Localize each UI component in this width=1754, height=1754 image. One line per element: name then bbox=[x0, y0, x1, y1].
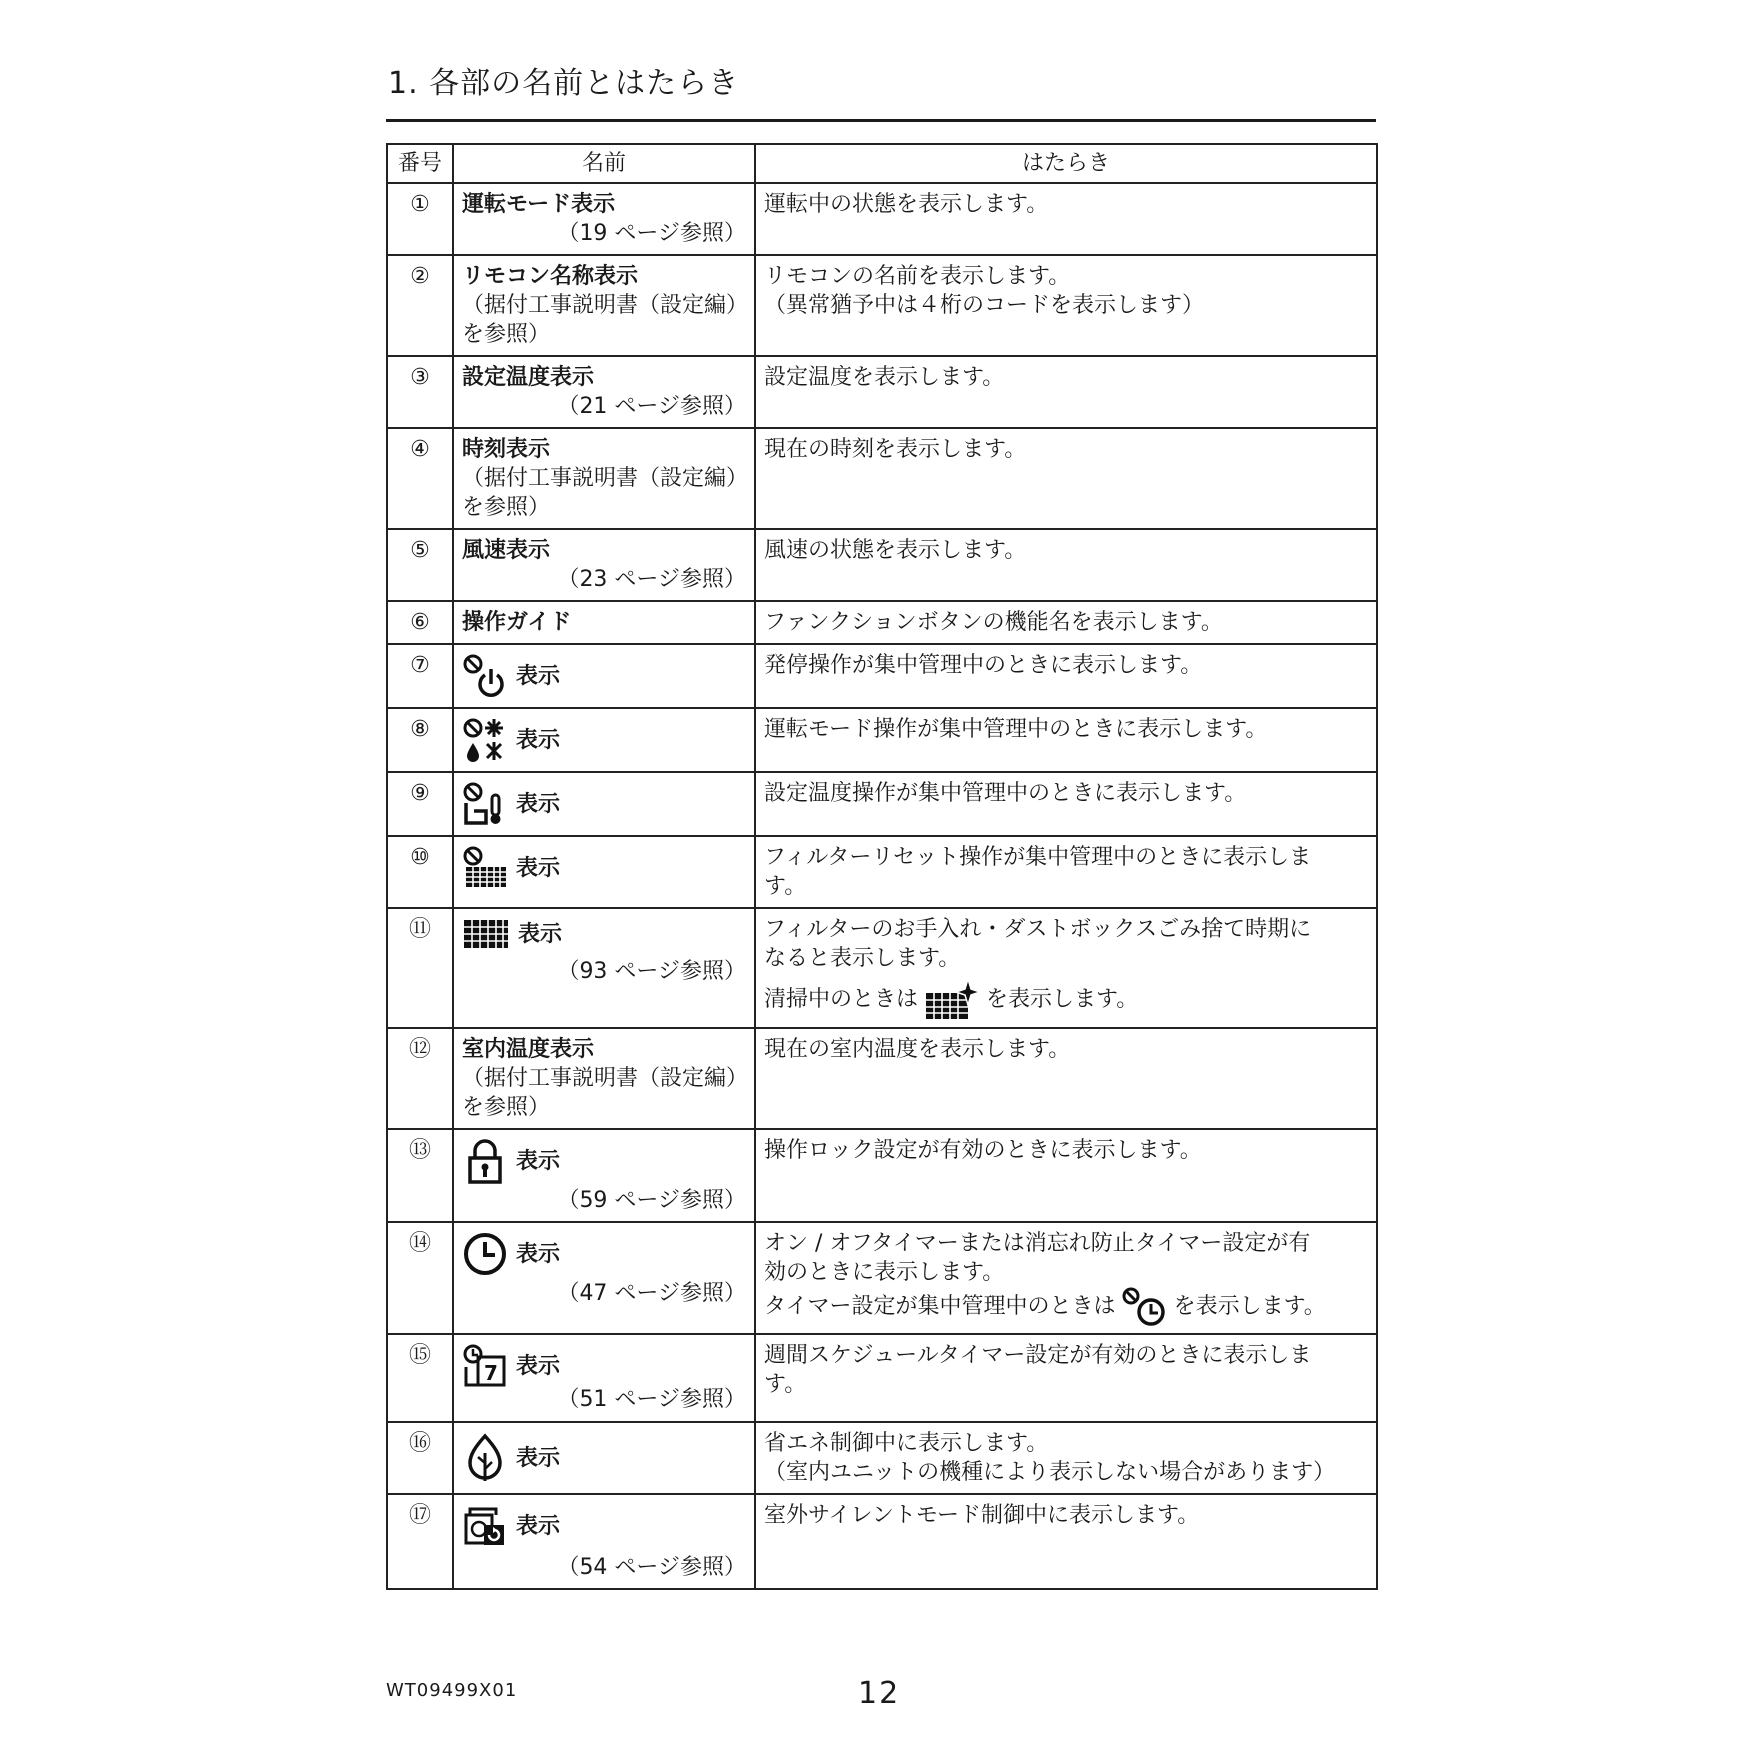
table-row bbox=[387, 1129, 1377, 1222]
table-row bbox=[387, 1222, 1377, 1334]
row-name-cell bbox=[453, 1028, 755, 1129]
row-name: 室内温度表示 bbox=[462, 1037, 595, 1062]
table-row bbox=[387, 1494, 1377, 1589]
row-number: ④ bbox=[387, 428, 453, 529]
table-row bbox=[387, 708, 1377, 772]
function-text: 発停操作が集中管理中のときに表示します。 bbox=[764, 653, 1203, 678]
row-name: 表示 bbox=[516, 1353, 561, 1379]
row-name: 操作ガイド bbox=[462, 610, 572, 635]
row-number: ⑪ bbox=[387, 908, 453, 1028]
row-number: ⑦ bbox=[387, 644, 453, 708]
row-name: 表示 bbox=[516, 855, 561, 881]
no-power-icon bbox=[462, 653, 508, 699]
function-text: フィルターリセット操作が集中管理中のときに表示しま bbox=[764, 845, 1312, 870]
function-text: を表示します。 bbox=[986, 987, 1139, 1012]
function-text: 効のときに表示します。 bbox=[764, 1260, 1005, 1285]
row-name: リモコン名称表示 bbox=[462, 264, 639, 289]
row-function-cell bbox=[755, 836, 1377, 908]
row-name: 表示 bbox=[516, 663, 561, 689]
row-name: 時刻表示 bbox=[462, 437, 551, 462]
row-number: ⑭ bbox=[387, 1222, 453, 1334]
function-text: 週間スケジュールタイマー設定が有効のときに表示しま bbox=[764, 1343, 1312, 1368]
row-function-cell bbox=[755, 1222, 1377, 1334]
row-function-cell bbox=[755, 601, 1377, 644]
function-text: （異常猶予中は４桁のコードを表示します） bbox=[764, 293, 1205, 318]
document-code: WT09499X01 bbox=[386, 1680, 518, 1701]
function-text: 室外サイレントモード制御中に表示します。 bbox=[764, 1503, 1200, 1528]
row-name-cell bbox=[453, 1129, 755, 1222]
function-text: す。 bbox=[764, 874, 807, 899]
function-text: 運転中の状態を表示します。 bbox=[764, 192, 1049, 217]
table-row bbox=[387, 908, 1377, 1028]
row-function-cell bbox=[755, 1129, 1377, 1222]
page-reference: （59 ページ参照） bbox=[557, 1188, 746, 1213]
function-text: 省エネ制御中に表示します。 bbox=[764, 1431, 1049, 1456]
row-function-cell bbox=[755, 644, 1377, 708]
row-note: を参照） bbox=[462, 495, 551, 520]
row-name-cell bbox=[453, 1494, 755, 1589]
row-name-cell bbox=[453, 255, 755, 356]
row-note: （据付工事説明書（設定編） bbox=[462, 466, 749, 491]
table-row bbox=[387, 183, 1377, 255]
row-name-cell bbox=[453, 183, 755, 255]
table-row bbox=[387, 529, 1377, 601]
row-number: ③ bbox=[387, 356, 453, 428]
page-title: 1. 各部の名前とはたらき bbox=[388, 66, 740, 101]
row-number: ⑯ bbox=[387, 1422, 453, 1494]
function-text: す。 bbox=[764, 1372, 807, 1397]
row-function-cell bbox=[755, 908, 1377, 1028]
title-divider bbox=[386, 119, 1376, 122]
function-text: 清掃中のときは bbox=[764, 987, 919, 1012]
row-function-cell bbox=[755, 255, 1377, 356]
row-note: を参照） bbox=[462, 322, 551, 347]
row-name-cell bbox=[453, 908, 755, 1028]
row-number: ⑫ bbox=[387, 1028, 453, 1129]
row-function-cell bbox=[755, 1028, 1377, 1129]
energy-save-icon bbox=[462, 1433, 508, 1483]
row-name: 表示 bbox=[516, 1241, 561, 1267]
row-number: ⑧ bbox=[387, 708, 453, 772]
header-number: 番号 bbox=[387, 144, 453, 183]
function-text: 現在の室内温度を表示します。 bbox=[764, 1037, 1071, 1062]
function-text: 設定温度操作が集中管理中のときに表示します。 bbox=[764, 781, 1247, 806]
row-name-cell bbox=[453, 836, 755, 908]
silent-mode-icon bbox=[462, 1503, 508, 1549]
function-text: なると表示します。 bbox=[764, 946, 961, 971]
row-name-cell bbox=[453, 1334, 755, 1422]
page-reference: （47 ページ参照） bbox=[557, 1281, 746, 1306]
row-name: 表示 bbox=[518, 921, 563, 947]
table-row bbox=[387, 1422, 1377, 1494]
row-function-cell bbox=[755, 772, 1377, 836]
function-text: 運転モード操作が集中管理中のときに表示します。 bbox=[764, 717, 1268, 742]
table-row bbox=[387, 772, 1377, 836]
row-name-cell bbox=[453, 772, 755, 836]
row-name-cell bbox=[453, 601, 755, 644]
row-function-cell bbox=[755, 1422, 1377, 1494]
no-mode-icon bbox=[462, 717, 508, 763]
row-name-cell bbox=[453, 1222, 755, 1334]
function-text: 設定温度を表示します。 bbox=[764, 365, 1005, 390]
row-function-cell bbox=[755, 529, 1377, 601]
page-reference: （19 ページ参照） bbox=[557, 221, 746, 246]
row-name-cell bbox=[453, 708, 755, 772]
timer-icon bbox=[462, 1231, 508, 1277]
no-filter-icon bbox=[462, 845, 508, 891]
filter-icon bbox=[462, 917, 510, 951]
function-text: 風速の状態を表示します。 bbox=[764, 538, 1027, 563]
function-text: 操作ロック設定が有効のときに表示します。 bbox=[764, 1138, 1202, 1163]
cleaning-icon bbox=[924, 979, 980, 1021]
row-function-cell bbox=[755, 1494, 1377, 1589]
row-name: 表示 bbox=[516, 1148, 561, 1174]
row-number: ⑬ bbox=[387, 1129, 453, 1222]
lock-icon bbox=[462, 1138, 508, 1184]
row-number: ⑩ bbox=[387, 836, 453, 908]
row-name: 運転モード表示 bbox=[462, 192, 616, 217]
page-number: 12 bbox=[858, 1676, 901, 1711]
row-function-cell bbox=[755, 428, 1377, 529]
table-header-row bbox=[387, 144, 1377, 183]
row-function-cell bbox=[755, 356, 1377, 428]
table-row bbox=[387, 644, 1377, 708]
row-function-cell bbox=[755, 183, 1377, 255]
row-number: ② bbox=[387, 255, 453, 356]
row-name: 表示 bbox=[516, 791, 561, 817]
page-reference: （54 ページ参照） bbox=[557, 1555, 746, 1580]
row-note: （据付工事説明書（設定編） bbox=[462, 1066, 749, 1091]
row-name: 表示 bbox=[516, 727, 561, 753]
row-number: ⑮ bbox=[387, 1334, 453, 1422]
row-number: ⑤ bbox=[387, 529, 453, 601]
row-note: （据付工事説明書（設定編） bbox=[462, 293, 749, 318]
svg-text:7: 7 bbox=[484, 1361, 498, 1385]
row-name: 表示 bbox=[516, 1513, 561, 1539]
function-text: を表示します。 bbox=[1173, 1294, 1326, 1319]
no-timer-icon bbox=[1122, 1287, 1168, 1327]
function-text: オン / オフタイマーまたは消忘れ防止タイマー設定が有 bbox=[764, 1231, 1311, 1256]
function-text: （室内ユニットの機種により表示しない場合があります） bbox=[764, 1460, 1336, 1485]
row-name-cell bbox=[453, 1422, 755, 1494]
table-row bbox=[387, 428, 1377, 529]
row-note: を参照） bbox=[462, 1095, 551, 1120]
row-name-cell bbox=[453, 644, 755, 708]
row-number: ① bbox=[387, 183, 453, 255]
header-name: 名前 bbox=[453, 144, 755, 183]
table-row bbox=[387, 255, 1377, 356]
page-reference: （23 ページ参照） bbox=[557, 567, 746, 592]
row-name: 表示 bbox=[516, 1445, 561, 1471]
page-reference: （21 ページ参照） bbox=[557, 394, 746, 419]
header-function: はたらき bbox=[755, 144, 1377, 183]
page-reference: （93 ページ参照） bbox=[557, 959, 746, 984]
row-number: ⑥ bbox=[387, 601, 453, 644]
function-text: 現在の時刻を表示します。 bbox=[764, 437, 1027, 462]
table-row bbox=[387, 356, 1377, 428]
no-temp-icon bbox=[462, 781, 508, 827]
table-row bbox=[387, 1028, 1377, 1129]
row-name: 設定温度表示 bbox=[462, 365, 595, 390]
weekly-timer-icon bbox=[462, 1343, 508, 1389]
row-number: ⑨ bbox=[387, 772, 453, 836]
row-number: ⑰ bbox=[387, 1494, 453, 1589]
row-function-cell bbox=[755, 708, 1377, 772]
row-name-cell bbox=[453, 428, 755, 529]
row-name-cell bbox=[453, 356, 755, 428]
table-row bbox=[387, 601, 1377, 644]
row-name: 風速表示 bbox=[462, 538, 551, 563]
row-name-cell bbox=[453, 529, 755, 601]
table-row bbox=[387, 1334, 1377, 1422]
function-text: ファンクションボタンの機能名を表示します。 bbox=[764, 610, 1223, 635]
function-text: タイマー設定が集中管理中のときは bbox=[764, 1294, 1116, 1319]
function-text: リモコンの名前を表示します。 bbox=[764, 264, 1071, 289]
function-text: フィルターのお手入れ・ダストボックスごみ捨て時期に bbox=[764, 917, 1312, 942]
row-function-cell bbox=[755, 1334, 1377, 1422]
page-reference: （51 ページ参照） bbox=[557, 1387, 746, 1412]
parts-table bbox=[386, 143, 1378, 1590]
table-row bbox=[387, 836, 1377, 908]
